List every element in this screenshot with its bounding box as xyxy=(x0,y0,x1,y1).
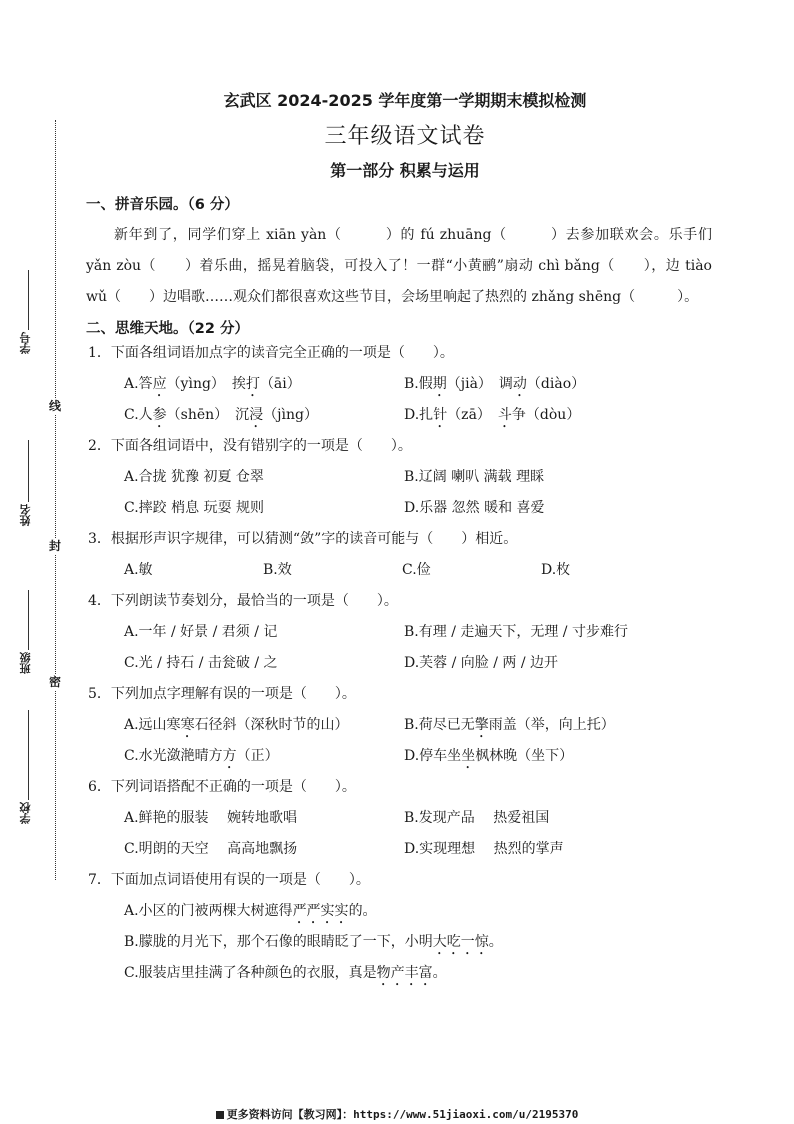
class-label: 班级 xyxy=(19,652,32,674)
footer-text: 更多资料访问【教习网】：https://www.51jiaoxi.com/u/2195370 xyxy=(226,1108,579,1121)
footer-link[interactable] xyxy=(0,1106,794,1122)
question-stem: 6．下列词语搭配不正确的一项是（ ）。 xyxy=(88,779,356,795)
question-2 xyxy=(86,431,712,524)
option-D[interactable]: D.扎针（zā） 斗争（dòu） xyxy=(404,407,581,423)
question-stem: 3．根据形声识字规律，可以猜测“敛”字的读音可能与（ ）相近。 xyxy=(88,531,518,547)
option-D[interactable]: D.停车坐坐枫林晚（坐下） xyxy=(404,748,574,764)
student-id-line xyxy=(28,270,29,330)
option-C[interactable]: C.摔跤 梢息 玩耍 规则 xyxy=(124,500,265,516)
option-C[interactable]: C.服装店里挂满了各种颜色的衣服，真是物产丰富。 xyxy=(124,965,447,981)
part-title: 第一部分 积累与运用 xyxy=(330,161,480,180)
option-C[interactable]: C.人参（shēn） 沉浸（jìng） xyxy=(124,407,318,423)
option-B[interactable]: B.朦胧的月光下，那个石像的眼睛眨了一下，小明大吃一惊。 xyxy=(124,934,503,950)
question-stem: 2．下面各组词语中，没有错别字的一项是（ ）。 xyxy=(88,438,412,454)
question-1 xyxy=(86,338,712,431)
section-pinyin-heading: 一、拼音乐园。（6 分） xyxy=(86,197,239,213)
school-line xyxy=(28,710,29,800)
option-C[interactable]: C.水光潋滟晴方方（正） xyxy=(124,748,279,764)
exam-subtitle: 三年级语文试卷 xyxy=(324,124,486,149)
section-pinyin-paragraph: 新年到了，同学们穿上 xiān yàn（ ）的 fú zhuāng（ ）去参加联欢会。乐手们 yǎn zòu（ ）着乐曲，摇晃着脑袋，可投入了！一群“小黄鹂”扇动 chì bǎng（ ），边 tiào wǔ（ ）边唱歌……观众们都很喜欢这些节目，会场里响起了热烈的 zhǎng shēng（ ）。 xyxy=(86,227,712,305)
option-B[interactable]: B.效 xyxy=(263,562,292,578)
option-group xyxy=(86,617,712,679)
school-label: 学校 xyxy=(19,802,32,824)
option-A[interactable]: A.答应（yìng） 挨打（āi） xyxy=(124,376,301,392)
binding-margin xyxy=(0,0,80,1124)
exam-title: 玄武区 2024-2025 学年度第一学期期末模拟检测 xyxy=(223,91,587,110)
flag-icon xyxy=(216,1111,224,1119)
option-A[interactable]: A.鲜艳的服装 婉转地歌唱 xyxy=(124,810,298,826)
option-D[interactable]: D.芙蓉 / 向脸 / 两 / 边开 xyxy=(404,655,559,671)
option-C[interactable]: C.明朗的天空 高高地飘扬 xyxy=(124,841,298,857)
question-stem: 1．下面各组词语加点字的读音完全正确的一项是（ ）。 xyxy=(88,345,454,361)
question-4 xyxy=(86,586,712,679)
question-stem: 7．下面加点词语使用有误的一项是（ ）。 xyxy=(88,872,370,888)
question-3 xyxy=(86,524,712,586)
option-B[interactable]: B.假期（jià） 调动（diào） xyxy=(404,376,586,392)
option-A[interactable]: A.一年 / 好景 / 君须 / 记 xyxy=(124,624,278,640)
class-line xyxy=(28,590,29,650)
option-group xyxy=(86,462,712,524)
exam-content xyxy=(86,88,712,989)
option-B[interactable]: B.有理 / 走遍天下，无理 / 寸步难行 xyxy=(404,624,628,640)
seal-char-mi: 密 xyxy=(49,675,62,689)
option-D[interactable]: D.乐器 忽然 暖和 喜爱 xyxy=(404,500,545,516)
name-label: 姓名 xyxy=(19,504,32,526)
option-group xyxy=(86,803,712,865)
seal-dotted-line xyxy=(55,120,56,880)
seal-char-xian: 线 xyxy=(49,399,62,413)
name-line xyxy=(28,440,29,502)
seal-char-feng: 封 xyxy=(49,539,62,553)
section-thinking-heading: 二、思维天地。（22 分） xyxy=(86,321,249,337)
option-D[interactable]: D.枚 xyxy=(541,562,571,578)
option-group xyxy=(86,896,712,989)
question-6 xyxy=(86,772,712,865)
option-A[interactable]: A.合拢 犹豫 初夏 仓翠 xyxy=(124,469,264,485)
class-field[interactable] xyxy=(18,590,34,690)
option-B[interactable]: B.发现产品 热爱祖国 xyxy=(404,810,550,826)
student-id-label: 学号 xyxy=(19,332,32,354)
option-C[interactable]: C.光 / 持石 / 击瓮破 / 之 xyxy=(124,655,278,671)
option-B[interactable]: B.荷尽已无擎雨盖（举，向上托） xyxy=(404,717,615,733)
option-A[interactable]: A.远山寒寒石径斜（深秋时节的山） xyxy=(124,717,349,733)
option-C[interactable]: C.俭 xyxy=(402,562,431,578)
school-field[interactable] xyxy=(18,710,34,840)
option-group xyxy=(86,710,712,772)
option-group xyxy=(86,369,712,431)
option-B[interactable]: B.辽阔 喇叭 满载 理睬 xyxy=(404,469,545,485)
question-5 xyxy=(86,679,712,772)
option-D[interactable]: D.实现理想 热烈的掌声 xyxy=(404,841,564,857)
question-list xyxy=(86,338,712,989)
option-group xyxy=(86,555,712,586)
student-id-field[interactable] xyxy=(18,270,34,360)
question-7 xyxy=(86,865,712,989)
question-stem: 4．下列朗读节奏划分，最恰当的一项是（ ）。 xyxy=(88,593,398,609)
option-A[interactable]: A.小区的门被两棵大树遮得严严实实的。 xyxy=(124,903,377,919)
option-A[interactable]: A.敏 xyxy=(124,562,153,578)
name-field[interactable] xyxy=(18,440,34,540)
question-stem: 5．下列加点字理解有误的一项是（ ）。 xyxy=(88,686,356,702)
